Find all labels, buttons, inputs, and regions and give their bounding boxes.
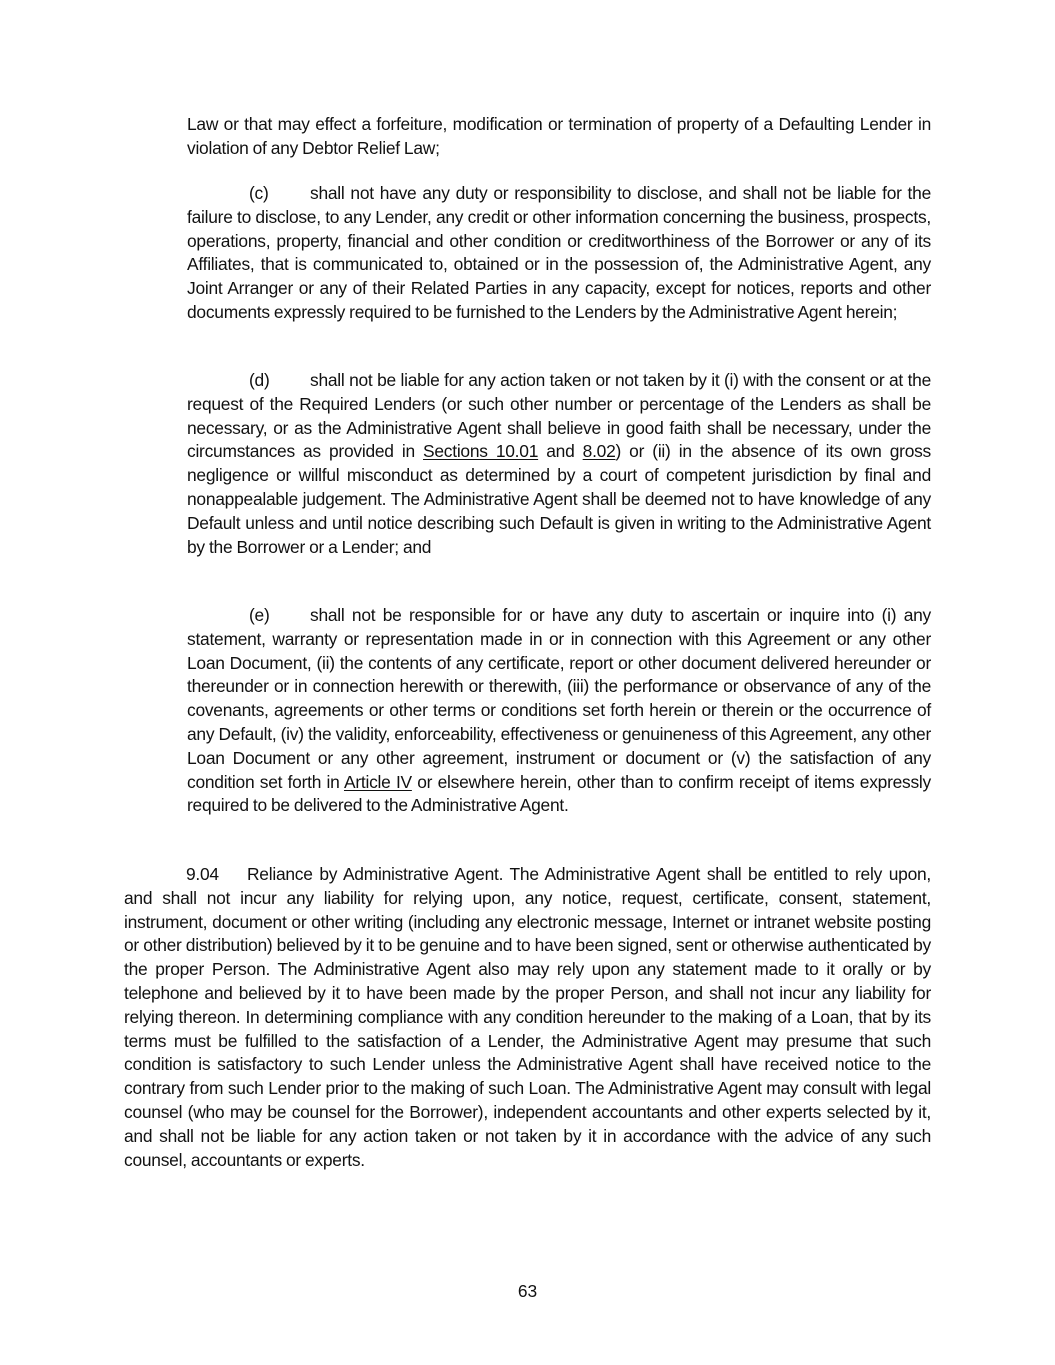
paragraph-d bbox=[187, 369, 931, 559]
paragraph-e-label: (e) bbox=[249, 605, 270, 625]
paragraph-c-label: (c) bbox=[249, 183, 269, 203]
paragraph-c-text: shall not have any duty or responsibility to disclose, and shall not be liable for the failure to disclose, to any Lender, any credit or other information concerning the business, prospects, operations, property, financial and other condition or creditworthiness of the Borrower or any of its Affiliates, that is communicated to, obtained or in the possession of, the Administrative Agent, any Joint Arranger or any of their Related Parties in any capacity, except for notices, reports and other documents expressly required to be furnished to the Lenders by the Administrative Agent herein; bbox=[187, 183, 931, 322]
page-number: 63 bbox=[517, 1281, 538, 1301]
paragraph-e bbox=[187, 604, 931, 818]
paragraph-e-text-1: shall not be responsible for or have any duty to ascertain or inquire into (i) any statement, warranty or representation made in or in connection with this Agreement or any other Loan Document, (ii) the contents of any certificate, report or other document delivered hereunder or thereunder or in connection herewith or therewith, (iii) the performance or observance of any of the covenants, agreements or other terms or conditions set forth herein or therein or the occurrence of any Default, (iv) the validity, enforceability, effectiveness or genuineness of this Agreement, any other Loan Document or any other agreement, instrument or document or (v) the satisfaction of any condition set forth in bbox=[187, 605, 931, 792]
paragraph-e-text-2: or elsewhere herein, other than to confirm receipt of items expressly required to be delivered to the Administrative Agent. bbox=[187, 771, 931, 816]
section-9-04-number: 9.04 bbox=[186, 864, 219, 884]
paragraph-intro bbox=[187, 113, 931, 161]
section-9-04-heading: Reliance by Administrative Agent. bbox=[247, 864, 504, 884]
paragraph-d-text-3: ) or (ii) in the absence of its own gross negligence or willful misconduct as determined by a court of competent jurisdiction by final and nonappealable judgement. The Administrative Agent shall be deemed not to have knowledge of any Default unless and until notice describing such Default is given in writing to the Administrative Agent by the Borrower or a Lender; and bbox=[187, 441, 932, 557]
section-9-04 bbox=[124, 863, 931, 1172]
paragraph-c bbox=[187, 182, 931, 325]
paragraph-intro-text: Law or that may effect a forfeiture, modification or termination of property of a Defaulting Lender in violation of any Debtor Relief Law; bbox=[187, 114, 931, 158]
paragraph-d-text-1: shall not be liable for any action taken or not taken by it (i) with the consent or at the request of the Required Lenders (or such other number or percentage of the Lenders as shall be necessary, or as the Administrative Agent shall believe in good faith shall be necessary, under the circumstances as provided in bbox=[187, 370, 931, 462]
article-iv-reference: Article IV bbox=[343, 771, 412, 792]
sections-10-01-reference: Sections 10.01 bbox=[423, 441, 539, 462]
section-9-04-text: The Administrative Agent shall be entitled to rely upon, and shall not incur any liability for relying upon, any notice, request, certificate, consent, statement, instrument, document or other writing (including any electronic message, Internet or intranet website posting or other distribution) believed by it to be genuine and to have been signed, sent or otherwise authenticated by the proper Person. The Administrative Agent also may rely upon any statement made to it orally or by telephone and believed by it to have been made by the proper Person, and shall not incur any liability for relying thereon. In determining compliance with any condition hereunder to the making of a Loan, that by its terms must be fulfilled to the satisfaction of a Lender, the Administrative Agent may presume that such condition is satisfactory to such Lender unless the Administrative Agent shall have received notice to the contrary from such Lender prior to the making of such Loan. The Administrative Agent may consult with legal counsel (who may be counsel for the Borrower), independent accountants and other experts selected by it, and shall not be liable for any action taken or not taken by it in accordance with the advice of any such counsel, accountants or experts. bbox=[124, 864, 931, 1170]
paragraph-d-label: (d) bbox=[249, 370, 270, 390]
paragraph-d-text-2: and bbox=[538, 441, 583, 462]
section-8-02-reference: 8.02 bbox=[582, 441, 616, 462]
